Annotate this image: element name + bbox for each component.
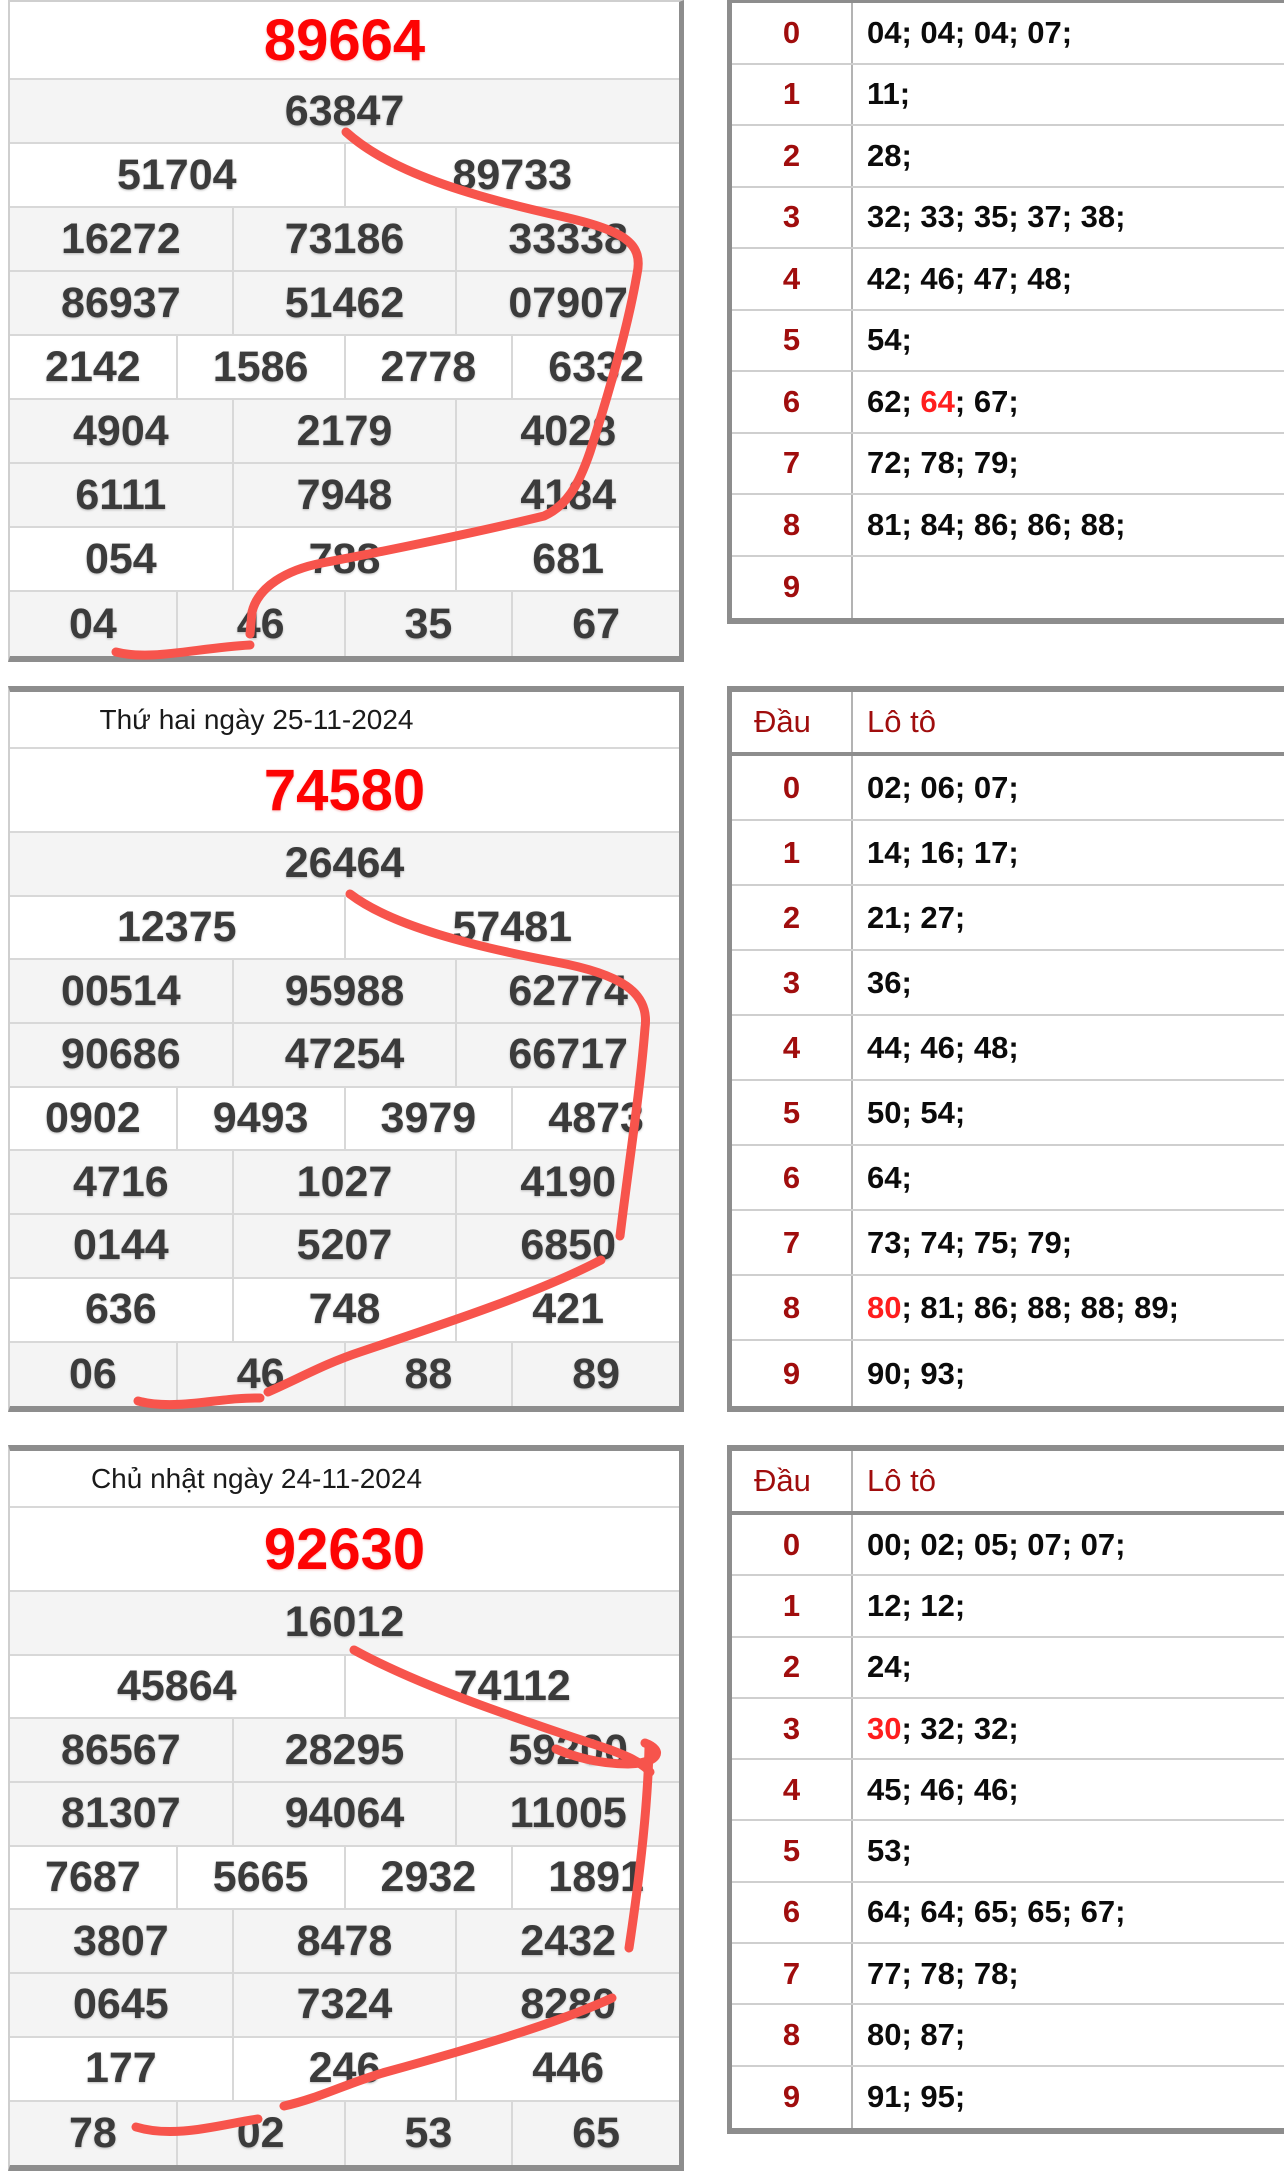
prize-cell: 28295 <box>232 1719 456 1781</box>
prize-cell: 1586 <box>176 336 344 398</box>
prize-cell: 04 <box>68 599 117 648</box>
loto-cell <box>853 1081 1284 1144</box>
dau-cell: 4 <box>732 1760 853 1819</box>
dau-cell: 8 <box>732 495 853 555</box>
prize-cell: 16272 <box>61 214 181 263</box>
prize-row <box>10 144 679 208</box>
loto-row <box>732 2067 1284 2128</box>
loto-cell <box>853 1576 1284 1635</box>
prize-cell: 0645 <box>73 1980 169 2029</box>
prize-cell: 02 <box>176 2102 344 2166</box>
loto-value: 54; <box>867 322 912 358</box>
prize-cell: 2179 <box>232 400 456 462</box>
prize-cell: 07907 <box>455 272 679 334</box>
prize-cell: 7324 <box>232 1974 456 2036</box>
prize-row <box>10 1783 679 1847</box>
dau-cell: 6 <box>732 1146 853 1209</box>
loto-value: ; 67; <box>954 383 1019 419</box>
loto-cell <box>853 1699 1284 1758</box>
prize-cell: 78 <box>68 2108 117 2157</box>
dau-cell: 7 <box>732 434 853 494</box>
loto-cell <box>853 1146 1284 1209</box>
prize-row <box>10 1343 679 1407</box>
lottery-results-table <box>8 1445 684 2171</box>
prize-row <box>10 1088 679 1152</box>
loto-cell <box>853 2005 1284 2064</box>
loto-value: 62; <box>867 383 921 419</box>
prize-row <box>10 80 679 144</box>
loto-row <box>732 1576 1284 1637</box>
loto-cell <box>853 557 1284 619</box>
loto-row <box>732 1944 1284 2005</box>
loto-cell <box>853 65 1284 125</box>
loto-cell <box>853 1760 1284 1819</box>
prize-cell: 5207 <box>232 1215 456 1277</box>
prize-cell: 246 <box>232 2038 456 2100</box>
loto-value: 50; 54; <box>867 1094 966 1130</box>
date-header-text: Chủ nhật ngày 24-11-2024 <box>90 1462 423 1494</box>
prize-cell: 1027 <box>232 1151 456 1213</box>
prize-cell: 73186 <box>232 208 456 270</box>
prize-cell: 16012 <box>284 1598 405 1647</box>
loto-row <box>732 188 1284 250</box>
prize-cell: 4873 <box>511 1088 679 1150</box>
prize-row <box>10 1656 679 1720</box>
loto-value: 64; 64; 65; 65; 67; <box>867 1894 1126 1930</box>
loto-cell <box>853 2067 1284 2128</box>
dau-cell: 4 <box>732 1016 853 1079</box>
prize-cell: 47254 <box>232 1024 456 1086</box>
loto-row <box>732 249 1284 311</box>
loto-row <box>732 1699 1284 1760</box>
prize-cell: 95988 <box>232 960 456 1022</box>
dau-cell: 1 <box>732 1576 853 1635</box>
loto-value: 04; 04; 04; 07; <box>867 14 1073 50</box>
loto-cell <box>853 1016 1284 1079</box>
prize-cell: 26464 <box>284 839 405 888</box>
dau-cell: 2 <box>732 886 853 949</box>
prize-cell: 4904 <box>73 406 169 455</box>
prize-cell: 748 <box>232 1279 456 1341</box>
loto-value-highlight: 64 <box>920 383 955 419</box>
prize-row <box>10 1215 679 1279</box>
loto-cell <box>853 1515 1284 1574</box>
prize-row <box>10 1279 679 1343</box>
prize-row <box>10 833 679 897</box>
loto-row <box>732 951 1284 1016</box>
prize-cell: 51462 <box>232 272 456 334</box>
loto-value: 02; 06; 07; <box>867 769 1019 805</box>
dau-cell: 2 <box>732 126 853 186</box>
dau-cell: 7 <box>732 1211 853 1274</box>
prize-cell: 9493 <box>176 1088 344 1150</box>
loto-cell <box>853 821 1284 884</box>
dau-cell: 8 <box>732 2005 853 2064</box>
prize-cell: 35 <box>344 592 512 656</box>
prize-cell: 4190 <box>455 1151 679 1213</box>
special-prize-number: 89664 <box>263 7 426 73</box>
loto-row <box>732 821 1284 886</box>
prize-cell: 90686 <box>61 1030 181 1079</box>
dau-header-cell: Đầu <box>732 692 853 752</box>
prize-row <box>10 400 679 464</box>
prize-cell: 81307 <box>61 1789 181 1838</box>
loto-row <box>732 1016 1284 1081</box>
prize-row <box>10 208 679 272</box>
loto-value: 28; <box>867 137 912 173</box>
dau-cell: 0 <box>732 756 853 819</box>
loto-cell <box>853 3 1284 63</box>
date-header <box>10 1451 679 1508</box>
prize-cell: 65 <box>511 2102 679 2166</box>
prize-cell: 06 <box>68 1349 117 1398</box>
prize-cell: 8478 <box>232 1910 456 1972</box>
prize-row <box>10 272 679 336</box>
prize-row <box>10 2102 679 2166</box>
special-prize-row <box>10 1508 679 1592</box>
prize-cell: 74112 <box>344 1656 680 1718</box>
prize-cell: 12375 <box>116 903 237 952</box>
loto-cell <box>853 951 1284 1014</box>
prize-cell: 46 <box>176 592 344 656</box>
loto-row <box>732 495 1284 557</box>
prize-cell: 62774 <box>455 960 679 1022</box>
loto-summary-table <box>727 686 1284 1412</box>
dau-cell: 3 <box>732 1699 853 1758</box>
lottery-results-table <box>8 0 684 662</box>
loto-cell <box>853 1944 1284 2003</box>
loto-value: 53; <box>867 1833 912 1869</box>
prize-cell: 7948 <box>232 464 456 526</box>
loto-value: ; 81; 86; 88; 88; 89; <box>901 1289 1179 1325</box>
prize-row <box>10 336 679 400</box>
prize-cell: 6850 <box>455 1215 679 1277</box>
loto-cell <box>853 1638 1284 1697</box>
loto-cell <box>853 1821 1284 1880</box>
dau-cell: 2 <box>732 1638 853 1697</box>
loto-row <box>732 1883 1284 1944</box>
loto-value: 91; 95; <box>867 2079 966 2115</box>
prize-cell: 2778 <box>344 336 512 398</box>
loto-value: 36; <box>867 964 912 1000</box>
prize-cell: 63847 <box>284 86 405 135</box>
prize-cell: 0144 <box>73 1221 169 1270</box>
loto-cell <box>853 1341 1284 1406</box>
loto-value: 14; 16; 17; <box>867 834 1019 870</box>
loto-header-cell: Lô tô <box>867 1463 936 1498</box>
loto-row <box>732 3 1284 65</box>
prize-row <box>10 1719 679 1783</box>
prize-cell: 7687 <box>45 1853 141 1902</box>
special-prize-number: 74580 <box>263 757 426 823</box>
prize-cell: 51704 <box>116 150 237 199</box>
loto-row <box>732 756 1284 821</box>
prize-cell: 4716 <box>73 1157 169 1206</box>
loto-row <box>732 311 1284 373</box>
prize-cell: 421 <box>455 1279 679 1341</box>
date-header <box>10 692 679 749</box>
loto-row <box>732 1515 1284 1576</box>
prize-cell: 89733 <box>344 144 680 206</box>
loto-cell <box>853 1276 1284 1339</box>
loto-cell <box>853 188 1284 248</box>
lottery-results-table <box>8 686 684 1412</box>
loto-row <box>732 126 1284 188</box>
loto-cell <box>853 1883 1284 1942</box>
loto-cell <box>853 434 1284 494</box>
prize-cell: 46 <box>176 1343 344 1407</box>
loto-header-row <box>732 1451 1284 1515</box>
prize-row <box>10 2038 679 2102</box>
dau-cell: 7 <box>732 1944 853 2003</box>
loto-value: 77; 78; 78; <box>867 1955 1019 1991</box>
loto-row <box>732 1081 1284 1146</box>
loto-value: ; 32; 32; <box>901 1710 1019 1746</box>
date-header-text: Thứ hai ngày 25-11-2024 <box>99 703 414 735</box>
prize-cell: 4028 <box>455 400 679 462</box>
loto-value: 44; 46; 48; <box>867 1029 1019 1065</box>
prize-row <box>10 1910 679 1974</box>
prize-row <box>10 1847 679 1911</box>
prize-cell: 4184 <box>455 464 679 526</box>
dau-cell: 9 <box>732 2067 853 2128</box>
prize-cell: 5665 <box>176 1847 344 1909</box>
loto-value: 73; 74; 75; 79; <box>867 1224 1073 1260</box>
prize-cell: 681 <box>455 528 679 590</box>
loto-row <box>732 2005 1284 2066</box>
loto-row <box>732 372 1284 434</box>
loto-row <box>732 1146 1284 1211</box>
loto-value: 42; 46; 47; 48; <box>867 260 1073 296</box>
prize-row <box>10 528 679 592</box>
dau-cell: 1 <box>732 65 853 125</box>
loto-value: 80; 87; <box>867 2017 966 2053</box>
prize-cell: 8280 <box>455 1974 679 2036</box>
prize-cell: 33338 <box>455 208 679 270</box>
prize-row <box>10 897 679 961</box>
dau-cell: 5 <box>732 311 853 371</box>
loto-cell <box>853 126 1284 186</box>
prize-row <box>10 960 679 1024</box>
loto-value: 64; <box>867 1159 912 1195</box>
loto-value: 90; 93; <box>867 1355 966 1391</box>
prize-row <box>10 1024 679 1088</box>
loto-row <box>732 1341 1284 1406</box>
loto-row <box>732 1638 1284 1699</box>
prize-cell: 89 <box>511 1343 679 1407</box>
special-prize-number: 92630 <box>263 1516 426 1582</box>
prize-cell: 94064 <box>232 1783 456 1845</box>
prize-cell: 177 <box>84 2044 157 2093</box>
dau-cell: 5 <box>732 1081 853 1144</box>
prize-cell: 53 <box>344 2102 512 2166</box>
loto-row <box>732 1211 1284 1276</box>
loto-row <box>732 434 1284 496</box>
prize-cell: 3807 <box>73 1916 169 1965</box>
dau-cell: 3 <box>732 188 853 248</box>
prize-cell: 86567 <box>61 1725 181 1774</box>
special-prize-row <box>10 2 679 80</box>
loto-value: 12; 12; <box>867 1587 966 1623</box>
special-prize-row <box>10 749 679 833</box>
prize-cell: 2932 <box>344 1847 512 1909</box>
loto-value: 32; 33; 35; 37; 38; <box>867 199 1126 235</box>
dau-cell: 6 <box>732 372 853 432</box>
loto-summary-table <box>727 1445 1284 2134</box>
loto-cell <box>853 372 1284 432</box>
loto-cell <box>853 249 1284 309</box>
loto-value-highlight: 30 <box>867 1710 902 1746</box>
prize-cell: 636 <box>84 1285 157 1334</box>
dau-cell: 6 <box>732 1883 853 1942</box>
prize-cell: 6332 <box>511 336 679 398</box>
prize-row <box>10 464 679 528</box>
dau-cell: 9 <box>732 1341 853 1406</box>
loto-value: 11; <box>867 76 911 112</box>
loto-value: 24; <box>867 1649 912 1685</box>
loto-header-row <box>732 692 1284 756</box>
prize-cell: 1891 <box>511 1847 679 1909</box>
loto-value: 45; 46; 46; <box>867 1771 1019 1807</box>
loto-value: 81; 84; 86; 86; 88; <box>867 506 1126 542</box>
prize-cell: 57481 <box>344 897 680 959</box>
prize-cell: 054 <box>84 534 157 583</box>
prize-cell: 59200 <box>455 1719 679 1781</box>
prize-cell: 45864 <box>116 1662 237 1711</box>
loto-row <box>732 1821 1284 1882</box>
prize-cell: 3979 <box>344 1088 512 1150</box>
loto-cell <box>853 311 1284 371</box>
loto-row <box>732 1760 1284 1821</box>
dau-cell: 9 <box>732 557 853 619</box>
prize-row <box>10 1592 679 1656</box>
prize-row <box>10 592 679 656</box>
prize-cell: 86937 <box>61 278 181 327</box>
dau-cell: 3 <box>732 951 853 1014</box>
loto-cell <box>853 756 1284 819</box>
prize-row <box>10 1151 679 1215</box>
loto-cell <box>853 886 1284 949</box>
loto-value: 72; 78; 79; <box>867 445 1019 481</box>
dau-cell: 4 <box>732 249 853 309</box>
dau-cell: 0 <box>732 3 853 63</box>
loto-row <box>732 886 1284 951</box>
loto-value-highlight: 80 <box>867 1289 902 1325</box>
prize-cell: 11005 <box>455 1783 679 1845</box>
dau-cell: 1 <box>732 821 853 884</box>
loto-summary-table <box>727 0 1284 624</box>
prize-cell: 66717 <box>455 1024 679 1086</box>
dau-header-cell: Đầu <box>732 1451 853 1511</box>
prize-cell: 00514 <box>61 966 181 1015</box>
loto-header-cell: Lô tô <box>867 704 936 739</box>
loto-cell <box>853 1211 1284 1274</box>
prize-cell: 0902 <box>45 1094 141 1143</box>
prize-cell: 6111 <box>75 470 167 519</box>
loto-row <box>732 1276 1284 1341</box>
prize-cell: 2142 <box>45 342 141 391</box>
prize-cell: 788 <box>232 528 456 590</box>
prize-cell: 88 <box>344 1343 512 1407</box>
prize-cell: 446 <box>455 2038 679 2100</box>
loto-cell <box>853 495 1284 555</box>
prize-cell: 67 <box>511 592 679 656</box>
dau-cell: 0 <box>732 1515 853 1574</box>
prize-cell: 2432 <box>455 1910 679 1972</box>
prize-row <box>10 1974 679 2038</box>
loto-value: 21; 27; <box>867 899 966 935</box>
loto-value: 00; 02; 05; 07; 07; <box>867 1526 1126 1562</box>
dau-cell: 5 <box>732 1821 853 1880</box>
loto-row <box>732 65 1284 127</box>
loto-row <box>732 557 1284 619</box>
dau-cell: 8 <box>732 1276 853 1339</box>
